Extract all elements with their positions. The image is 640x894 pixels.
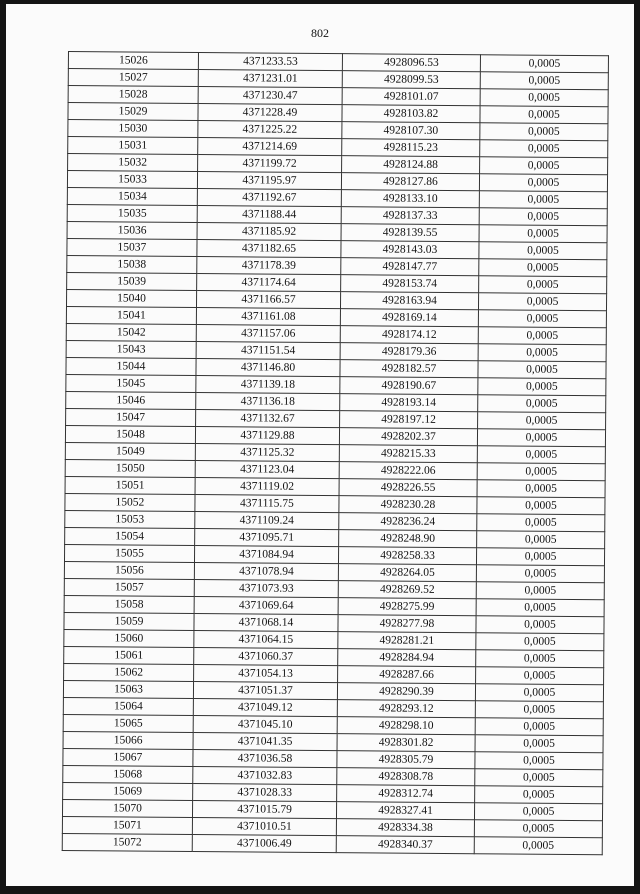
- y-coordinate-cell: 4928281.21: [338, 632, 476, 650]
- x-coordinate-cell: 4371151.54: [196, 342, 340, 360]
- point-number-cell: 15039: [67, 272, 197, 290]
- y-coordinate-cell: 4928124.88: [342, 156, 480, 174]
- x-coordinate-cell: 4371045.10: [193, 716, 337, 734]
- x-coordinate-cell: 4371109.24: [195, 512, 339, 530]
- y-coordinate-cell: 4928190.67: [340, 377, 478, 395]
- point-number-cell: 15066: [63, 731, 193, 749]
- value-cell: 0,0005: [474, 837, 602, 855]
- value-cell: 0,0005: [476, 582, 604, 600]
- value-cell: 0,0005: [479, 191, 607, 209]
- y-coordinate-cell: 4928230.28: [339, 496, 477, 514]
- point-number-cell: 15062: [64, 663, 194, 681]
- x-coordinate-cell: 4371157.06: [196, 325, 340, 343]
- y-coordinate-cell: 4928334.38: [336, 819, 474, 837]
- y-coordinate-cell: 4928096.53: [342, 54, 480, 72]
- point-number-cell: 15070: [62, 799, 192, 817]
- y-coordinate-cell: 4928115.23: [342, 139, 480, 157]
- y-coordinate-cell: 4928226.55: [339, 479, 477, 497]
- point-number-cell: 15031: [68, 137, 198, 155]
- value-cell: 0,0005: [476, 565, 604, 583]
- point-number-cell: 15051: [65, 476, 195, 494]
- x-coordinate-cell: 4371231.01: [198, 70, 342, 88]
- x-coordinate-cell: 4371119.02: [195, 478, 339, 496]
- value-cell: 0,0005: [477, 446, 605, 464]
- point-number-cell: 15048: [65, 425, 195, 443]
- point-number-cell: 15037: [67, 238, 197, 256]
- x-coordinate-cell: 4371161.08: [196, 308, 340, 326]
- value-cell: 0,0005: [476, 599, 604, 617]
- coordinates-table-wrapper: [62, 51, 609, 855]
- value-cell: 0,0005: [478, 293, 606, 311]
- y-coordinate-cell: 4928340.37: [336, 836, 474, 854]
- x-coordinate-cell: 4371233.53: [198, 53, 342, 71]
- value-cell: 0,0005: [477, 514, 605, 532]
- x-coordinate-cell: 4371146.80: [196, 359, 340, 377]
- value-cell: 0,0005: [480, 157, 608, 175]
- table-row: [62, 833, 602, 854]
- value-cell: 0,0005: [479, 276, 607, 294]
- x-coordinate-cell: 4371015.79: [192, 801, 336, 819]
- y-coordinate-cell: 4928101.07: [342, 88, 480, 106]
- y-coordinate-cell: 4928169.14: [340, 309, 478, 327]
- y-coordinate-cell: 4928308.78: [337, 768, 475, 786]
- x-coordinate-cell: 4371028.33: [193, 784, 337, 802]
- point-number-cell: 15057: [64, 578, 194, 596]
- value-cell: 0,0005: [478, 412, 606, 430]
- y-coordinate-cell: 4928275.99: [338, 598, 476, 616]
- point-number-cell: 15072: [62, 833, 192, 851]
- x-coordinate-cell: 4371125.32: [195, 444, 339, 462]
- value-cell: 0,0005: [477, 497, 605, 515]
- value-cell: 0,0005: [480, 140, 608, 158]
- y-coordinate-cell: 4928193.14: [340, 394, 478, 412]
- y-coordinate-cell: 4928222.06: [339, 462, 477, 480]
- point-number-cell: 15028: [68, 86, 198, 104]
- point-number-cell: 15052: [65, 493, 195, 511]
- value-cell: 0,0005: [476, 548, 604, 566]
- point-number-cell: 15056: [64, 561, 194, 579]
- x-coordinate-cell: 4371195.97: [197, 172, 341, 190]
- point-number-cell: 15029: [68, 103, 198, 121]
- point-number-cell: 15030: [68, 120, 198, 138]
- y-coordinate-cell: 4928290.39: [337, 683, 475, 701]
- y-coordinate-cell: 4928301.82: [337, 734, 475, 752]
- y-coordinate-cell: 4928312.74: [337, 785, 475, 803]
- value-cell: 0,0005: [476, 616, 604, 634]
- y-coordinate-cell: 4928284.94: [338, 649, 476, 667]
- point-number-cell: 15064: [63, 697, 193, 715]
- y-coordinate-cell: 4928182.57: [340, 360, 478, 378]
- x-coordinate-cell: 4371132.67: [196, 410, 340, 428]
- point-number-cell: 15060: [64, 629, 194, 647]
- x-coordinate-cell: 4371185.92: [197, 223, 341, 241]
- value-cell: 0,0005: [475, 701, 603, 719]
- x-coordinate-cell: 4371228.49: [198, 104, 342, 122]
- x-coordinate-cell: 4371174.64: [197, 274, 341, 292]
- value-cell: 0,0005: [475, 769, 603, 787]
- point-number-cell: 15044: [66, 357, 196, 375]
- y-coordinate-cell: 4928248.90: [339, 530, 477, 548]
- point-number-cell: 15036: [67, 221, 197, 239]
- y-coordinate-cell: 4928127.86: [341, 173, 479, 191]
- point-number-cell: 15071: [62, 816, 192, 834]
- point-number-cell: 15045: [66, 374, 196, 392]
- y-coordinate-cell: 4928103.82: [342, 105, 480, 123]
- x-coordinate-cell: 4371188.44: [197, 206, 341, 224]
- y-coordinate-cell: 4928258.33: [338, 547, 476, 565]
- x-coordinate-cell: 4371049.12: [193, 699, 337, 717]
- value-cell: 0,0005: [475, 684, 603, 702]
- x-coordinate-cell: 4371068.14: [194, 614, 338, 632]
- y-coordinate-cell: 4928298.10: [337, 717, 475, 735]
- document-page: [6, 4, 634, 886]
- x-coordinate-cell: 4371010.51: [192, 818, 336, 836]
- point-number-cell: 15034: [67, 187, 197, 205]
- point-number-cell: 15033: [67, 171, 197, 189]
- y-coordinate-cell: 4928305.79: [337, 751, 475, 769]
- value-cell: 0,0005: [479, 174, 607, 192]
- point-number-cell: 15043: [66, 340, 196, 358]
- x-coordinate-cell: 4371166.57: [196, 291, 340, 309]
- y-coordinate-cell: 4928099.53: [342, 71, 480, 89]
- value-cell: 0,0005: [480, 55, 608, 73]
- x-coordinate-cell: 4371064.15: [194, 631, 338, 649]
- value-cell: 0,0005: [479, 242, 607, 260]
- point-number-cell: 15058: [64, 595, 194, 613]
- point-number-cell: 15042: [66, 323, 196, 341]
- y-coordinate-cell: 4928236.24: [339, 513, 477, 531]
- value-cell: 0,0005: [479, 208, 607, 226]
- x-coordinate-cell: 4371129.88: [195, 427, 339, 445]
- x-coordinate-cell: 4371036.58: [193, 750, 337, 768]
- y-coordinate-cell: 4928269.52: [338, 581, 476, 599]
- point-number-cell: 15054: [65, 527, 195, 545]
- point-number-cell: 15049: [65, 442, 195, 460]
- x-coordinate-cell: 4371115.75: [195, 495, 339, 513]
- x-coordinate-cell: 4371230.47: [198, 87, 342, 105]
- x-coordinate-cell: 4371060.37: [194, 648, 338, 666]
- value-cell: 0,0005: [476, 667, 604, 685]
- value-cell: 0,0005: [475, 735, 603, 753]
- point-number-cell: 15035: [67, 204, 197, 222]
- y-coordinate-cell: 4928163.94: [340, 292, 478, 310]
- value-cell: 0,0005: [480, 106, 608, 124]
- y-coordinate-cell: 4928153.74: [341, 275, 479, 293]
- y-coordinate-cell: 4928147.77: [341, 258, 479, 276]
- x-coordinate-cell: 4371123.04: [195, 461, 339, 479]
- y-coordinate-cell: 4928287.66: [338, 666, 476, 684]
- x-coordinate-cell: 4371192.67: [197, 189, 341, 207]
- y-coordinate-cell: 4928202.37: [339, 428, 477, 446]
- value-cell: 0,0005: [475, 786, 603, 804]
- value-cell: 0,0005: [480, 89, 608, 107]
- point-number-cell: 15061: [64, 646, 194, 664]
- x-coordinate-cell: 4371084.94: [194, 546, 338, 564]
- value-cell: 0,0005: [480, 123, 608, 141]
- value-cell: 0,0005: [476, 633, 604, 651]
- point-number-cell: 15032: [68, 154, 198, 172]
- value-cell: 0,0005: [478, 395, 606, 413]
- x-coordinate-cell: 4371054.13: [194, 665, 338, 683]
- x-coordinate-cell: 4371178.39: [197, 257, 341, 275]
- point-number-cell: 15063: [63, 680, 193, 698]
- table-body: [62, 52, 608, 855]
- x-coordinate-cell: 4371182.65: [197, 240, 341, 258]
- page-number: 802: [311, 26, 329, 40]
- x-coordinate-cell: 4371199.72: [198, 155, 342, 173]
- x-coordinate-cell: 4371078.94: [194, 563, 338, 581]
- value-cell: 0,0005: [478, 378, 606, 396]
- y-coordinate-cell: 4928143.03: [341, 241, 479, 259]
- y-coordinate-cell: 4928277.98: [338, 615, 476, 633]
- y-coordinate-cell: 4928179.36: [340, 343, 478, 361]
- x-coordinate-cell: 4371032.83: [193, 767, 337, 785]
- value-cell: 0,0005: [480, 72, 608, 90]
- value-cell: 0,0005: [478, 327, 606, 345]
- value-cell: 0,0005: [478, 361, 606, 379]
- y-coordinate-cell: 4928215.33: [339, 445, 477, 463]
- x-coordinate-cell: 4371225.22: [198, 121, 342, 139]
- value-cell: 0,0005: [477, 480, 605, 498]
- value-cell: 0,0005: [478, 310, 606, 328]
- y-coordinate-cell: 4928107.30: [342, 122, 480, 140]
- point-number-cell: 15050: [65, 459, 195, 477]
- y-coordinate-cell: 4928139.55: [341, 224, 479, 242]
- y-coordinate-cell: 4928137.33: [341, 207, 479, 225]
- point-number-cell: 15041: [66, 306, 196, 324]
- x-coordinate-cell: 4371069.64: [194, 597, 338, 615]
- value-cell: 0,0005: [474, 803, 602, 821]
- y-coordinate-cell: 4928327.41: [336, 802, 474, 820]
- point-number-cell: 15047: [66, 408, 196, 426]
- point-number-cell: 15027: [68, 69, 198, 87]
- y-coordinate-cell: 4928264.05: [338, 564, 476, 582]
- point-number-cell: 15038: [67, 255, 197, 273]
- point-number-cell: 15053: [65, 510, 195, 528]
- coordinates-table: [62, 51, 609, 855]
- value-cell: 0,0005: [476, 650, 604, 668]
- y-coordinate-cell: 4928293.12: [337, 700, 475, 718]
- x-coordinate-cell: 4371006.49: [192, 835, 336, 853]
- point-number-cell: 15055: [64, 544, 194, 562]
- x-coordinate-cell: 4371041.35: [193, 733, 337, 751]
- x-coordinate-cell: 4371139.18: [196, 376, 340, 394]
- value-cell: 0,0005: [475, 718, 603, 736]
- value-cell: 0,0005: [479, 259, 607, 277]
- point-number-cell: 15040: [66, 289, 196, 307]
- point-number-cell: 15065: [63, 714, 193, 732]
- x-coordinate-cell: 4371073.93: [194, 580, 338, 598]
- y-coordinate-cell: 4928197.12: [340, 411, 478, 429]
- value-cell: 0,0005: [479, 225, 607, 243]
- point-number-cell: 15046: [66, 391, 196, 409]
- scan-border: [0, 886, 640, 894]
- value-cell: 0,0005: [478, 344, 606, 362]
- x-coordinate-cell: 4371214.69: [198, 138, 342, 156]
- value-cell: 0,0005: [475, 752, 603, 770]
- x-coordinate-cell: 4371136.18: [196, 393, 340, 411]
- value-cell: 0,0005: [474, 820, 602, 838]
- y-coordinate-cell: 4928174.12: [340, 326, 478, 344]
- value-cell: 0,0005: [477, 531, 605, 549]
- point-number-cell: 15026: [68, 52, 198, 70]
- point-number-cell: 15069: [63, 782, 193, 800]
- x-coordinate-cell: 4371095.71: [195, 529, 339, 547]
- value-cell: 0,0005: [477, 429, 605, 447]
- point-number-cell: 15068: [63, 765, 193, 783]
- y-coordinate-cell: 4928133.10: [341, 190, 479, 208]
- point-number-cell: 15067: [63, 748, 193, 766]
- value-cell: 0,0005: [477, 463, 605, 481]
- point-number-cell: 15059: [64, 612, 194, 630]
- x-coordinate-cell: 4371051.37: [193, 682, 337, 700]
